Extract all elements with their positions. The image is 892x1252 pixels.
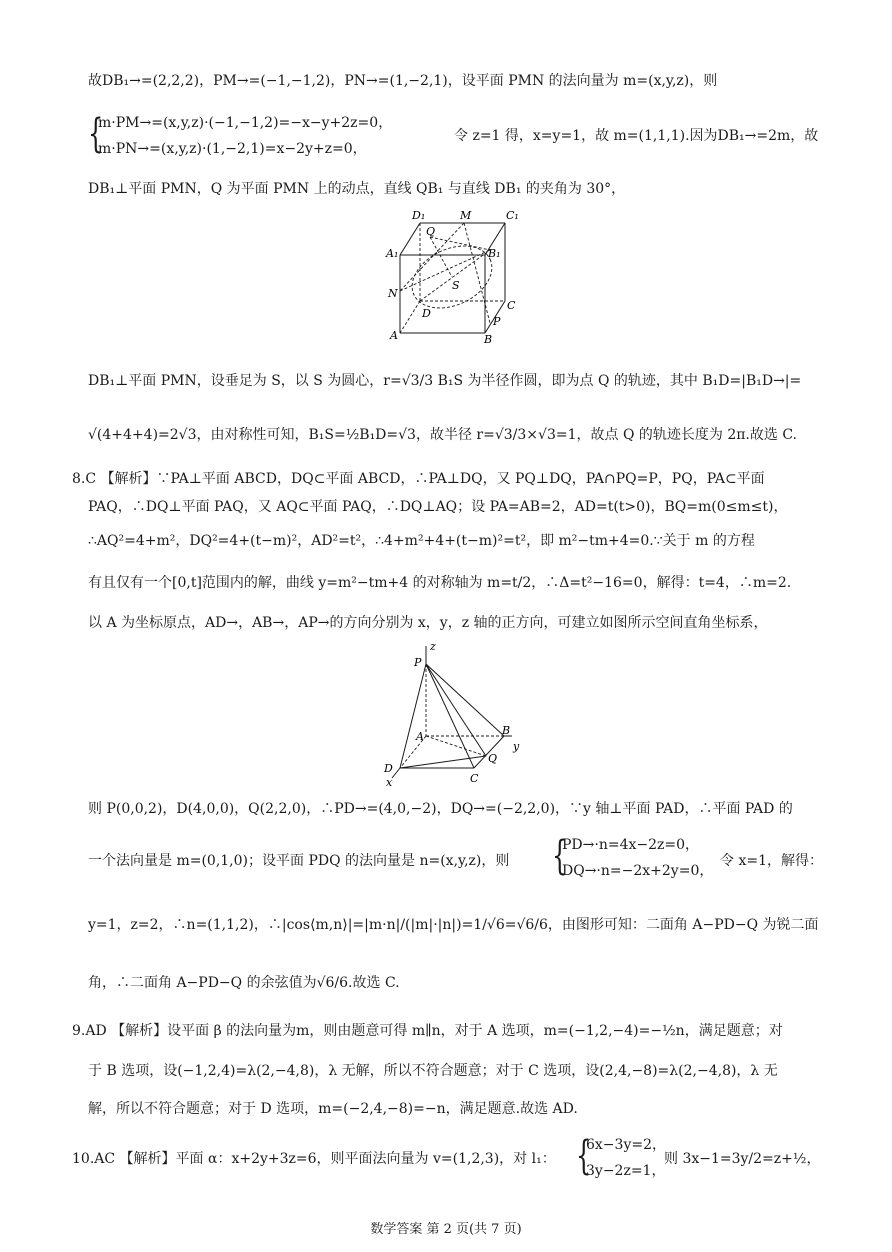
text-line-5: 8.C 【解析】∵PA⊥平面 ABCD，DQ⊂平面 ABCD，∴PA⊥DQ，又 PQ⊥DQ，PA∩PQ=P，PQ，PA⊂平面 [72, 471, 765, 487]
text-line-15: 于 B 选项，设(−1,2,4)=λ(2,−4,8)，λ 无解，所以不符合题意；对于 C 选项，设(2,4,−8)=λ(2,−4,8)，λ 无 [88, 1063, 778, 1079]
equation-side-text: 则 3x−1=3y/2=z+½， [664, 1151, 821, 1167]
fig1-label: S [452, 279, 460, 292]
text-line-12: y=1，z=2，∴n=(1,1,2)，∴|cos⟨m,n⟩|=|m·n|/(|m|·|n|)=1/√6=√6/6，由图形可知：二面角 A−PD−Q 为锐二面 [88, 917, 819, 933]
equation-row: PD→·n=4x−2z=0， [562, 837, 700, 853]
equation-side-text: 令 x=1，解得： [720, 853, 823, 869]
fig2-label: A [416, 730, 424, 743]
fig2-label: x [386, 776, 393, 788]
fig1-label: P [493, 315, 501, 328]
pyramid-figure [378, 640, 528, 788]
page-footer: 数学答案 第 2 页(共 7 页) [370, 1222, 522, 1237]
cube-figure [380, 205, 525, 345]
equation-row: m·PM→=(x,y,z)·(−1,−1,2)=−x−y+2z=0， [98, 115, 393, 131]
brace: { [88, 111, 104, 157]
fig2-label: P [414, 656, 422, 669]
text-line-10: 则 P(0,0,2)，D(4,0,0)，Q(2,2,0)，∴PD→=(4,0,−2)，DQ→=(−2,2,0)，∵y 轴⊥平面 PAD，∴平面 PAD 的 [88, 801, 793, 817]
brace: { [576, 1133, 592, 1179]
text-line-2: DB₁⊥平面 PMN，Q 为平面 PMN 上的动点，直线 QB₁ 与直线 DB₁ 的夹角为 30°， [88, 181, 626, 197]
text-line-1: 故DB₁→=(2,2,2)，PM→=(−1,−1,2)，PN→=(1,−2,1)，设平面 PMN 的法向量为 m=(x,y,z)，则 [88, 73, 718, 89]
fig1-label: A [390, 329, 398, 342]
text-line-8: 有且仅有一个[0,t]范围内的解，曲线 y=m²−tm+4 的对称轴为 m=t/2，∴Δ=t²−16=0，解得：t=4，∴m=2. [88, 575, 792, 591]
equation-side-text: 令 z=1 得，x=y=1，故 m=(1,1,1).因为DB₁→=2m，故 [454, 128, 819, 144]
fig2-label: z [430, 640, 436, 653]
fig2-label: Q [488, 752, 498, 765]
fig1-label: B₁ [488, 247, 501, 260]
text-line-11: 一个法向量是 m=(0,1,0)；设平面 PDQ 的法向量是 n=(x,y,z)，则 [88, 853, 510, 869]
text-line-4: √(4+4+4)=2√3，由对称性可知，B₁S=½B₁D=√3，故半径 r=√3/3×√3=1，故点 Q 的轨迹长度为 2π.故选 C. [88, 427, 797, 443]
text-line-13: 角，∴二面角 A−PD−Q 的余弦值为√6/6.故选 C. [88, 975, 400, 991]
fig1-label: M [460, 209, 472, 222]
text-line-16: 解，所以不符合题意；对于 D 选项，m=(−2,4,−8)=−n，满足题意.故选 AD. [88, 1101, 578, 1117]
fig1-label: A₁ [386, 247, 399, 260]
text-line-7: ∴AQ²=4+m²，DQ²=4+(t−m)²，AD²=t²，∴4+m²+4+(t−m)²=t²，即 m²−tm+4=0.∵关于 m 的方程 [88, 533, 755, 549]
equation-row: 6x−3y=2， [586, 1137, 666, 1153]
brace: { [552, 833, 568, 879]
fig1-label: C [507, 299, 516, 312]
fig1-label: Q [426, 225, 436, 238]
text-line-6: PAQ，∴DQ⊥平面 PAQ，又 AQ⊂平面 PAQ，∴DQ⊥AQ；设 PA=AB=2，AD=t(t>0)，BQ=m(0≤m≤t)， [88, 499, 788, 515]
text-line-17: 10.AC 【解析】平面 α：x+2y+3z=6，则平面法向量为 v=(1,2,3)，对 l₁： [72, 1151, 556, 1167]
text-line-14: 9.AD 【解析】设平面 β 的法向量为m，则由题意可得 m∥n，对于 A 选项，m=(−1,2,−4)=−½n，满足题意；对 [72, 1023, 783, 1039]
equation-system-1 [88, 110, 488, 160]
fig1-label: B [484, 333, 493, 345]
fig1-label: D₁ [412, 209, 426, 222]
equation-row: DQ→·n=−2x+2y=0， [562, 863, 714, 879]
fig1-label: N [388, 287, 398, 300]
equation-row: 3y−2z=1， [586, 1163, 666, 1179]
fig2-label: C [470, 772, 479, 785]
fig1-label: D [422, 307, 431, 320]
fig2-label: y [513, 740, 520, 753]
fig2-label: B [502, 724, 511, 737]
text-line-3: DB₁⊥平面 PMN，设垂足为 S，以 S 为圆心，r=√3/3 B₁S 为半径作圆，即为点 Q 的轨迹，其中 B₁D=|B₁D→|= [88, 373, 802, 389]
fig1-label: C₁ [506, 209, 519, 222]
text-line-9: 以 A 为坐标原点，AD→，AB→，AP→的方向分别为 x，y，z 轴的正方向，可建立如图所示空间直角坐标系， [88, 615, 768, 631]
equation-row: m·PN→=(x,y,z)·(1,−2,1)=x−2y+z=0， [98, 141, 367, 157]
fig2-label: D [384, 762, 393, 775]
